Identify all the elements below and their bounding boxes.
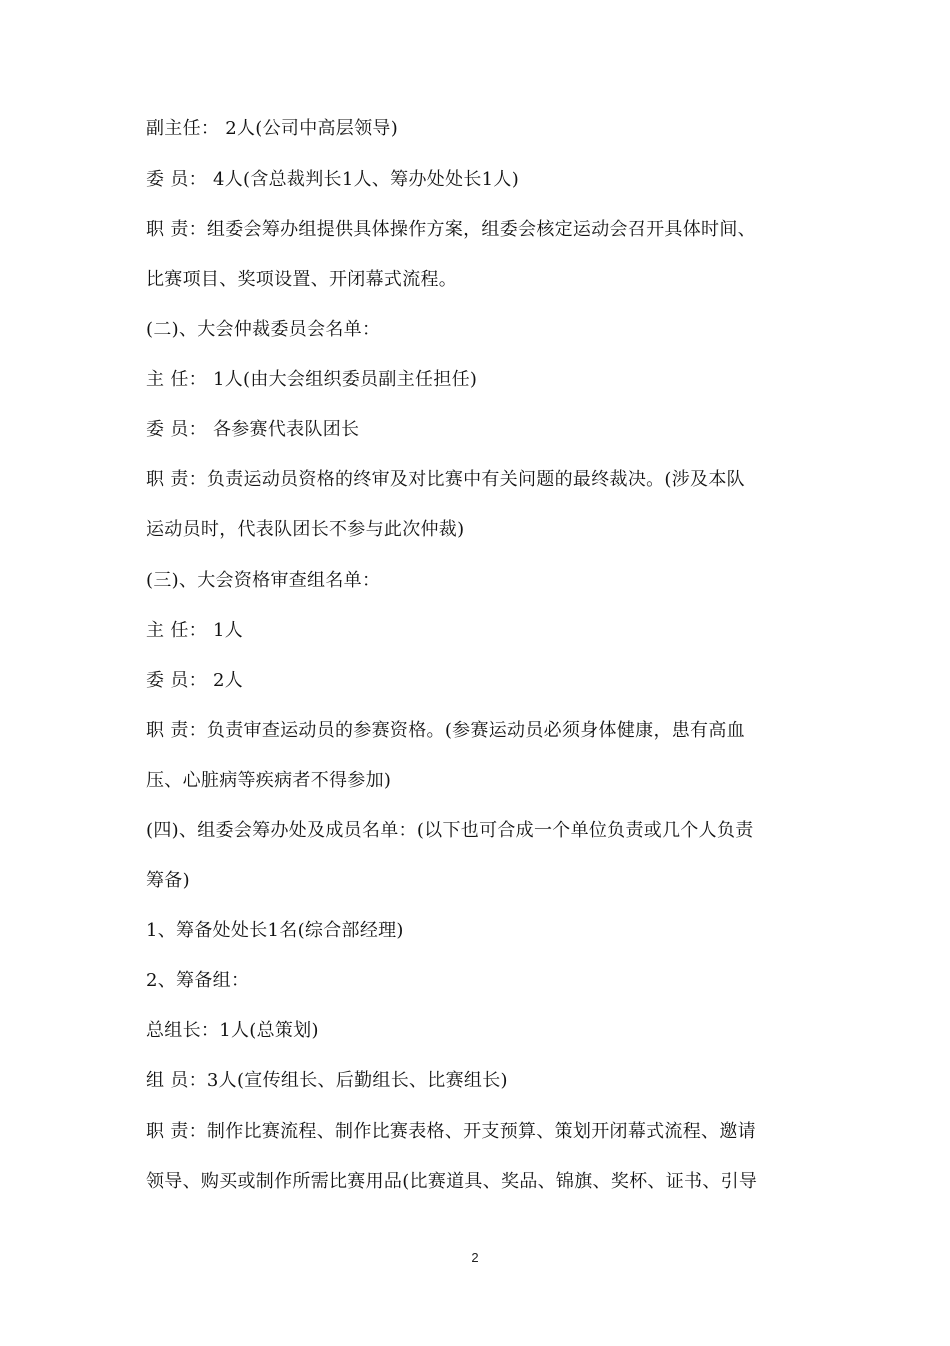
section-heading: (二)、大会仲裁委员会名单：: [146, 319, 381, 340]
text-line: 职 责：负责审查运动员的参赛资格。(参赛运动员必须身体健康，患有高血: [146, 720, 745, 741]
text-line: 领导、购买或制作所需比赛用品(比赛道具、奖品、锦旗、奖杯、证书、引导: [146, 1171, 758, 1192]
text-line: 委 员： 4人(含总裁判长1人、筹办处处长1人): [146, 169, 520, 190]
text-line: 委 员： 2人: [146, 670, 243, 691]
text-line: 主 任： 1人(由大会组织委员副主任担任): [146, 369, 478, 390]
text-line: 职 责：制作比赛流程、制作比赛表格、开支预算、策划开闭幕式流程、邀请: [146, 1121, 756, 1142]
text-line: 主 任： 1人: [146, 620, 243, 641]
section-heading: (四)、组委会筹办处及成员名单：(以下也可合成一个单位负责或几个人负责: [146, 820, 754, 841]
text-line: 压、心脏病等疾病者不得参加): [146, 770, 392, 791]
page-number: 2: [471, 1250, 479, 1265]
text-line: 运动员时，代表队团长不参与此次仲裁): [146, 519, 465, 540]
text-line: 委 员： 各参赛代表队团长: [146, 419, 360, 440]
section-heading: (三)、大会资格审查组名单：: [146, 570, 381, 591]
text-line: 组 员：3人(宣传组长、后勤组长、比赛组长): [146, 1070, 508, 1091]
text-line: 比赛项目、奖项设置、开闭幕式流程。: [146, 269, 458, 290]
text-line: 筹备): [146, 870, 190, 891]
text-line: 1、筹备处处长1名(综合部经理): [146, 920, 404, 941]
text-line: 总组长：1人(总策划): [146, 1020, 319, 1041]
text-line: 职 责：负责运动员资格的终审及对比赛中有关问题的最终裁决。(涉及本队: [146, 469, 745, 490]
text-line: 2、筹备组：: [146, 970, 250, 991]
text-line: 副主任： 2人(公司中高层领导): [146, 118, 399, 139]
text-line: 职 责：组委会筹办组提供具体操作方案，组委会核定运动会召开具体时间、: [146, 219, 756, 240]
